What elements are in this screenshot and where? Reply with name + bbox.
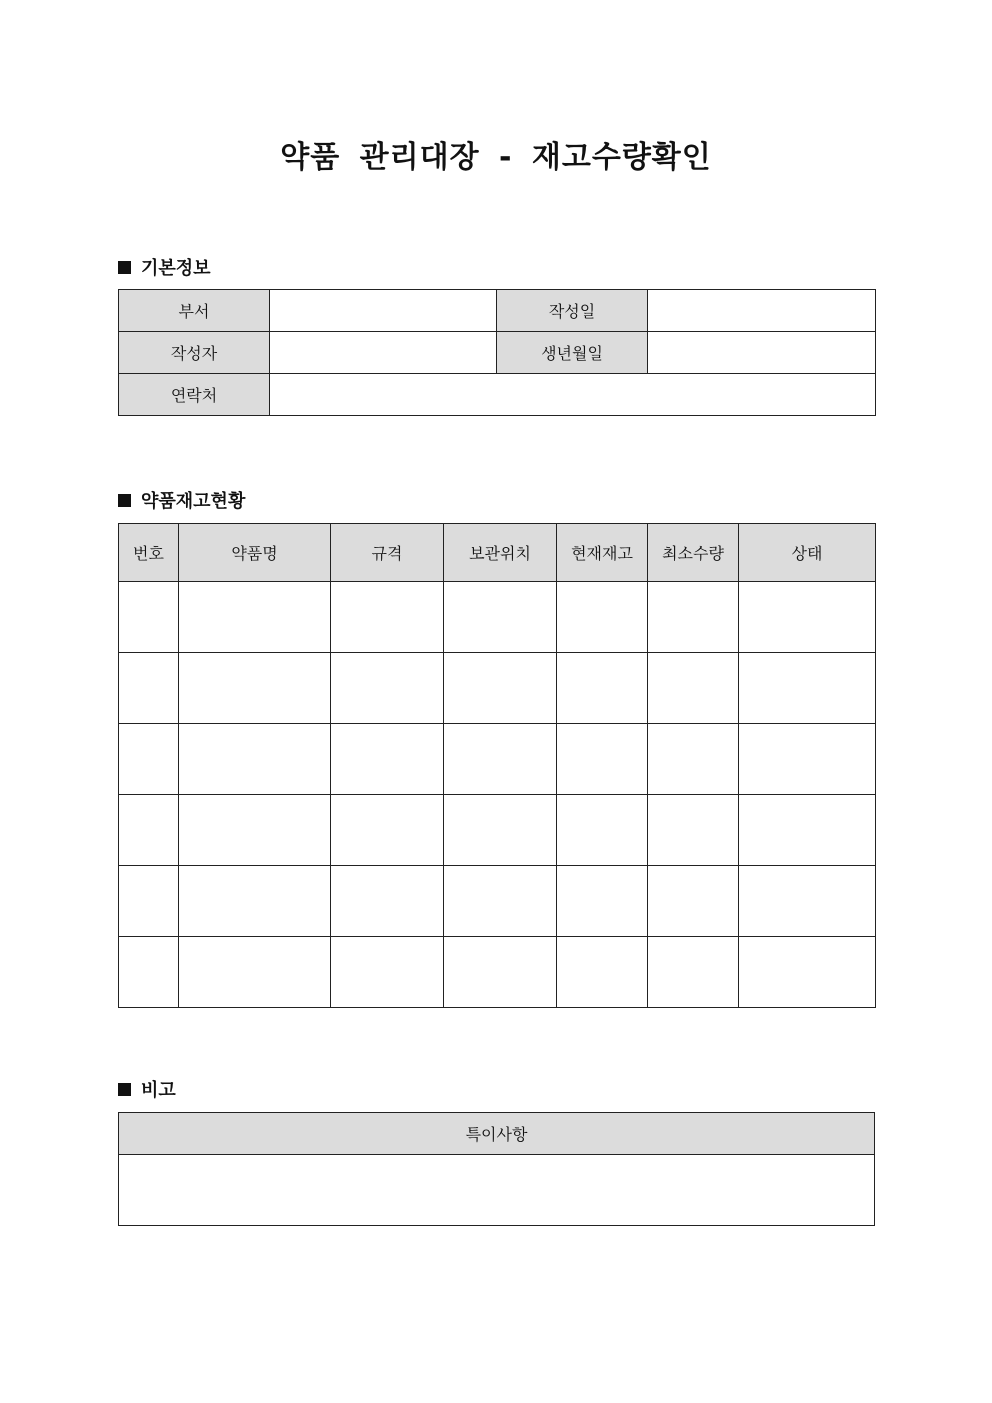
basic-info-heading bbox=[118, 254, 211, 280]
column-header-min-quantity: 최소수량 bbox=[648, 524, 739, 582]
table-cell[interactable] bbox=[331, 795, 444, 866]
remarks-heading bbox=[118, 1076, 176, 1102]
stock-header-row bbox=[119, 524, 876, 582]
table-cell[interactable] bbox=[119, 724, 179, 795]
birth-date-field[interactable] bbox=[648, 332, 876, 374]
table-cell[interactable] bbox=[179, 653, 331, 724]
column-header-number: 번호 bbox=[119, 524, 179, 582]
basic-info-row bbox=[119, 290, 876, 332]
table-cell[interactable] bbox=[179, 937, 331, 1008]
table-cell[interactable] bbox=[331, 866, 444, 937]
table-cell[interactable] bbox=[648, 937, 739, 1008]
table-cell[interactable] bbox=[739, 866, 876, 937]
table-cell[interactable] bbox=[179, 724, 331, 795]
table-cell[interactable] bbox=[119, 582, 179, 653]
table-cell[interactable] bbox=[557, 653, 648, 724]
table-cell[interactable] bbox=[179, 582, 331, 653]
table-cell[interactable] bbox=[444, 795, 557, 866]
remarks-header-row bbox=[119, 1113, 875, 1155]
table-cell[interactable] bbox=[557, 795, 648, 866]
table-cell[interactable] bbox=[557, 724, 648, 795]
square-bullet-icon bbox=[118, 261, 131, 274]
author-field[interactable] bbox=[270, 332, 497, 374]
author-label: 작성자 bbox=[119, 332, 270, 374]
table-cell[interactable] bbox=[648, 653, 739, 724]
department-label: 부서 bbox=[119, 290, 270, 332]
table-row bbox=[119, 937, 876, 1008]
table-cell[interactable] bbox=[648, 866, 739, 937]
table-cell[interactable] bbox=[119, 937, 179, 1008]
date-written-label: 작성일 bbox=[497, 290, 648, 332]
table-cell[interactable] bbox=[648, 582, 739, 653]
document-title: 약품 관리대장 - 재고수량확인 bbox=[280, 140, 712, 175]
basic-info-row bbox=[119, 332, 876, 374]
table-cell[interactable] bbox=[331, 937, 444, 1008]
column-header-location: 보관위치 bbox=[444, 524, 557, 582]
square-bullet-icon bbox=[118, 1083, 131, 1096]
table-cell[interactable] bbox=[444, 653, 557, 724]
stock-heading-text: 약품재고현황 bbox=[141, 491, 246, 512]
square-bullet-icon bbox=[118, 494, 131, 507]
table-cell[interactable] bbox=[119, 653, 179, 724]
table-cell[interactable] bbox=[444, 582, 557, 653]
table-cell[interactable] bbox=[739, 795, 876, 866]
date-written-field[interactable] bbox=[648, 290, 876, 332]
table-cell[interactable] bbox=[648, 795, 739, 866]
column-header-spec: 규격 bbox=[331, 524, 444, 582]
table-row bbox=[119, 653, 876, 724]
table-cell[interactable] bbox=[331, 582, 444, 653]
contact-label: 연락처 bbox=[119, 374, 270, 416]
remarks-body-row bbox=[119, 1155, 875, 1226]
special-notes-field[interactable] bbox=[119, 1155, 875, 1226]
birth-date-label: 생년월일 bbox=[497, 332, 648, 374]
stock-heading bbox=[118, 487, 245, 513]
remarks-table bbox=[118, 1112, 875, 1226]
table-cell[interactable] bbox=[119, 866, 179, 937]
table-cell[interactable] bbox=[739, 937, 876, 1008]
table-cell[interactable] bbox=[331, 653, 444, 724]
table-row bbox=[119, 795, 876, 866]
table-cell[interactable] bbox=[444, 937, 557, 1008]
table-cell[interactable] bbox=[444, 724, 557, 795]
table-row bbox=[119, 866, 876, 937]
department-field[interactable] bbox=[270, 290, 497, 332]
column-header-drug-name: 약품명 bbox=[179, 524, 331, 582]
basic-info-row bbox=[119, 374, 876, 416]
table-cell[interactable] bbox=[444, 866, 557, 937]
table-cell[interactable] bbox=[557, 866, 648, 937]
table-cell[interactable] bbox=[557, 582, 648, 653]
table-cell[interactable] bbox=[557, 937, 648, 1008]
table-cell[interactable] bbox=[739, 582, 876, 653]
table-cell[interactable] bbox=[119, 795, 179, 866]
table-cell[interactable] bbox=[179, 795, 331, 866]
table-cell[interactable] bbox=[739, 724, 876, 795]
table-cell[interactable] bbox=[179, 866, 331, 937]
table-cell[interactable] bbox=[331, 724, 444, 795]
table-row bbox=[119, 724, 876, 795]
basic-info-heading-text: 기본정보 bbox=[141, 258, 211, 279]
table-row bbox=[119, 582, 876, 653]
stock-table bbox=[118, 523, 876, 1008]
table-cell[interactable] bbox=[739, 653, 876, 724]
basic-info-table bbox=[118, 289, 876, 416]
column-header-status: 상태 bbox=[739, 524, 876, 582]
column-header-current-stock: 현재재고 bbox=[557, 524, 648, 582]
special-notes-header: 특이사항 bbox=[119, 1113, 875, 1155]
contact-field[interactable] bbox=[270, 374, 876, 416]
remarks-heading-text: 비고 bbox=[141, 1080, 176, 1101]
table-cell[interactable] bbox=[648, 724, 739, 795]
